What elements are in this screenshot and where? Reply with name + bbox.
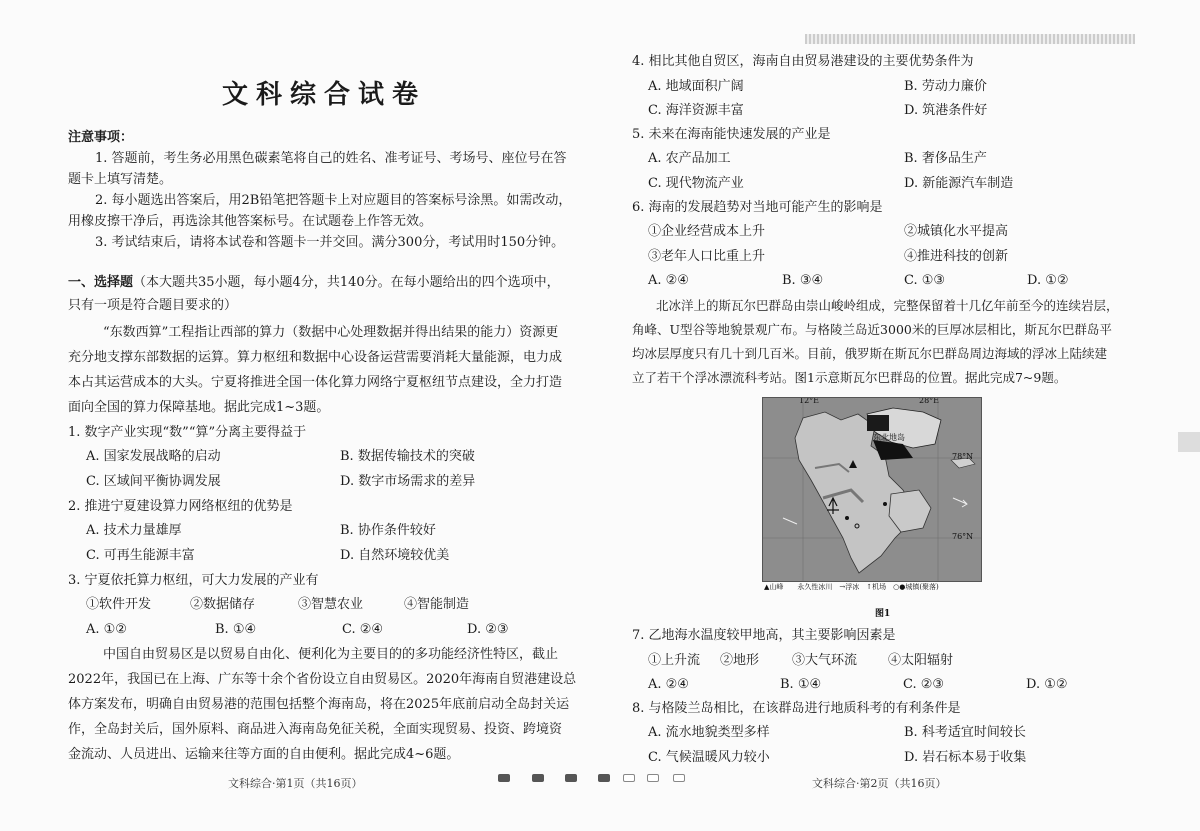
statement: ②城镇化水平提高 (904, 224, 1009, 239)
map-legend: ▲山峰 永久性冰川 →浮冰 ↑机场 ○●城镇(聚落) (764, 583, 939, 591)
statement: ④智能制造 (404, 597, 470, 612)
section-desc: 只有一项是符合题目要求的） (68, 298, 238, 313)
option: B. ①④ (780, 677, 822, 692)
option: C. ②③ (903, 677, 945, 692)
option: C. 区域间平衡协调发展 (86, 474, 221, 489)
option: B. 科考适宜时间较长 (904, 725, 1026, 740)
notice-line: 1. 答题前，考生务必用黑色碳素笔将自己的姓名、准考证号、考场号、座位号在答 (95, 151, 567, 166)
option: A. 国家发展战略的启动 (86, 449, 221, 464)
option: A. 农产品加工 (648, 151, 731, 166)
statement: ③大气环流 (792, 653, 858, 668)
passage-line: 面向全国的算力保障基地。据此完成1~3题。 (68, 400, 330, 415)
map-lon-label: 12°E (799, 397, 820, 405)
option: C. ②④ (342, 622, 384, 637)
option: A. 地域面积广阔 (648, 79, 744, 94)
option: C. 海洋资源丰富 (648, 103, 744, 118)
map-lat-label: 78°N (952, 452, 974, 461)
option: D. 数字市场需求的差异 (340, 474, 476, 489)
statement: ②地形 (720, 653, 760, 668)
notice-line: 2. 每小题选出答案后，用2B铅笔把答题卡上对应题目的答案标号涂黑。如需改动， (95, 193, 572, 208)
statement: ②数据储存 (190, 597, 256, 612)
notice-line: 题卡上填写清楚。 (68, 172, 173, 187)
option: B. 数据传输技术的突破 (340, 449, 475, 464)
passage-line: 立了若干个浮冰漂流科考站。图1示意斯瓦尔巴群岛的位置。据此完成7~9题。 (632, 370, 1067, 385)
page-footer: 文科综合·第1页（共16页） (228, 777, 363, 790)
page-dot[interactable] (565, 774, 577, 782)
option: D. ②③ (467, 622, 509, 637)
option: C. 现代物流产业 (648, 176, 744, 191)
passage-line: “东数西算”工程指让西部的算力（数据中心处理数据并得出结果的能力）资源更 (103, 325, 559, 340)
option: A. ②④ (648, 273, 689, 288)
statement: ④太阳辐射 (888, 653, 954, 668)
option: D. 筑港条件好 (904, 103, 988, 118)
option: D. 岩石标本易于收集 (904, 750, 1027, 765)
statement: ③老年人口比重上升 (648, 249, 766, 264)
figure-caption: 图1 (875, 609, 891, 619)
passage-line: 中国自由贸易区是以贸易自由化、便利化为主要目的的多功能经济性特区，截止 (103, 647, 559, 662)
option: D. ①② (1027, 273, 1069, 288)
notice-heading: 注意事项： (68, 130, 134, 145)
map-lon-label: 28°E (919, 397, 940, 405)
passage-line: 角峰、U型谷等地貌景观广布。与格陵兰岛近3000米的巨厚冰层相比，斯瓦尔巴群岛平 (632, 322, 1112, 337)
option: B. ①④ (215, 622, 257, 637)
option: D. 自然环境较优美 (340, 548, 450, 563)
option: A. 技术力量雄厚 (86, 523, 182, 538)
question-6: 6. 海南的发展趋势对当地可能产生的影响是 (632, 200, 883, 215)
option: B. ③④ (782, 273, 824, 288)
statement: ①软件开发 (86, 597, 152, 612)
option: D. ①② (1026, 677, 1068, 692)
map-graphic (763, 398, 981, 581)
passage-line: 均冰层厚度只有几十到几百米。目前，俄罗斯在斯瓦尔巴群岛周边海域的浮冰上陆续建 (632, 346, 1108, 361)
page-footer: 文科综合·第2页（共16页） (812, 777, 947, 790)
question-1: 1. 数字产业实现“数”“算”分离主要得益于 (68, 425, 307, 440)
statement: ③智慧农业 (298, 597, 364, 612)
question-7: 7. 乙地海水温度较甲地高，其主要影响因素是 (632, 628, 896, 643)
question-8: 8. 与格陵兰岛相比，在该群岛进行地质科考的有利条件是 (632, 701, 961, 716)
section-header (68, 275, 560, 291)
passage-line: 金流动、人员进出、运输来往等方面的自由便利。据此完成4~6题。 (68, 747, 460, 762)
statement: ①企业经营成本上升 (648, 224, 766, 239)
option: C. ①③ (904, 273, 946, 288)
page-dot[interactable] (532, 774, 544, 782)
map-island-label: 东北地岛 (873, 433, 905, 442)
passage-line: 2022年，我国已在上海、广东等十余个省份设立自由贸易区。2020年海南自贸港建设总 (68, 672, 577, 687)
passage-line: 作，全岛封关后，国外原料、商品进入海南岛免征关税，全面实现贸易、投资、跨境资 (68, 722, 563, 737)
notice-line: 3. 考试结束后，请将本试卷和答题卡一并交回。满分300分，考试用时150分钟。 (95, 235, 565, 250)
option: B. 奢侈品生产 (904, 151, 987, 166)
map-lat-label: 76°N (952, 532, 974, 541)
svalbard-map (762, 397, 982, 582)
notice-line: 用橡皮擦干净后，再选涂其他答案标号。在试题卷上作答无效。 (68, 214, 433, 229)
passage-line: 本占其运营成本的大头。宁夏将推进全国一体化算力网络宁夏枢纽节点建设，全力打造 (68, 375, 563, 390)
option: D. 新能源汽车制造 (904, 176, 1014, 191)
option: B. 劳动力廉价 (904, 79, 987, 94)
option: C. 气候温暖风力较小 (648, 750, 770, 765)
question-2: 2. 推进宁夏建设算力网络枢纽的优势是 (68, 499, 293, 514)
statement: ④推进科技的创新 (904, 249, 1009, 264)
passage-line: 充分地支撑东部数据的运算。算力枢纽和数据中心设备运营需要消耗大量能源，电力成 (68, 350, 563, 365)
option: C. 可再生能源丰富 (86, 548, 195, 563)
statement: ①上升流 (648, 653, 701, 668)
section-heading: 一、选择题 (68, 275, 134, 290)
exam-title: 文科综合试卷 (222, 80, 427, 110)
option: A. 流水地貌类型多样 (648, 725, 770, 740)
section-desc: （本大题共35小题，每小题4分，共140分。在每小题给出的四个选项中， (133, 275, 560, 290)
passage-line: 体方案发布，明确自由贸易港的范围包括整个海南岛，将在2025年底前启动全岛封关运 (68, 697, 570, 712)
option: A. ②④ (648, 677, 689, 692)
question-5: 5. 未来在海南能快速发展的产业是 (632, 127, 831, 142)
option: A. ①② (86, 622, 127, 637)
passage-line: 北冰洋上的斯瓦尔巴群岛由崇山峻岭组成，完整保留着十几亿年前至今的连续岩层， (656, 298, 1119, 313)
question-4: 4. 相比其他自贸区，海南自由贸易港建设的主要优势条件为 (632, 54, 974, 69)
question-3: 3. 宁夏依托算力枢纽，可大力发展的产业有 (68, 573, 319, 588)
option: B. 协作条件较好 (340, 523, 436, 538)
page-dot[interactable] (498, 774, 510, 782)
